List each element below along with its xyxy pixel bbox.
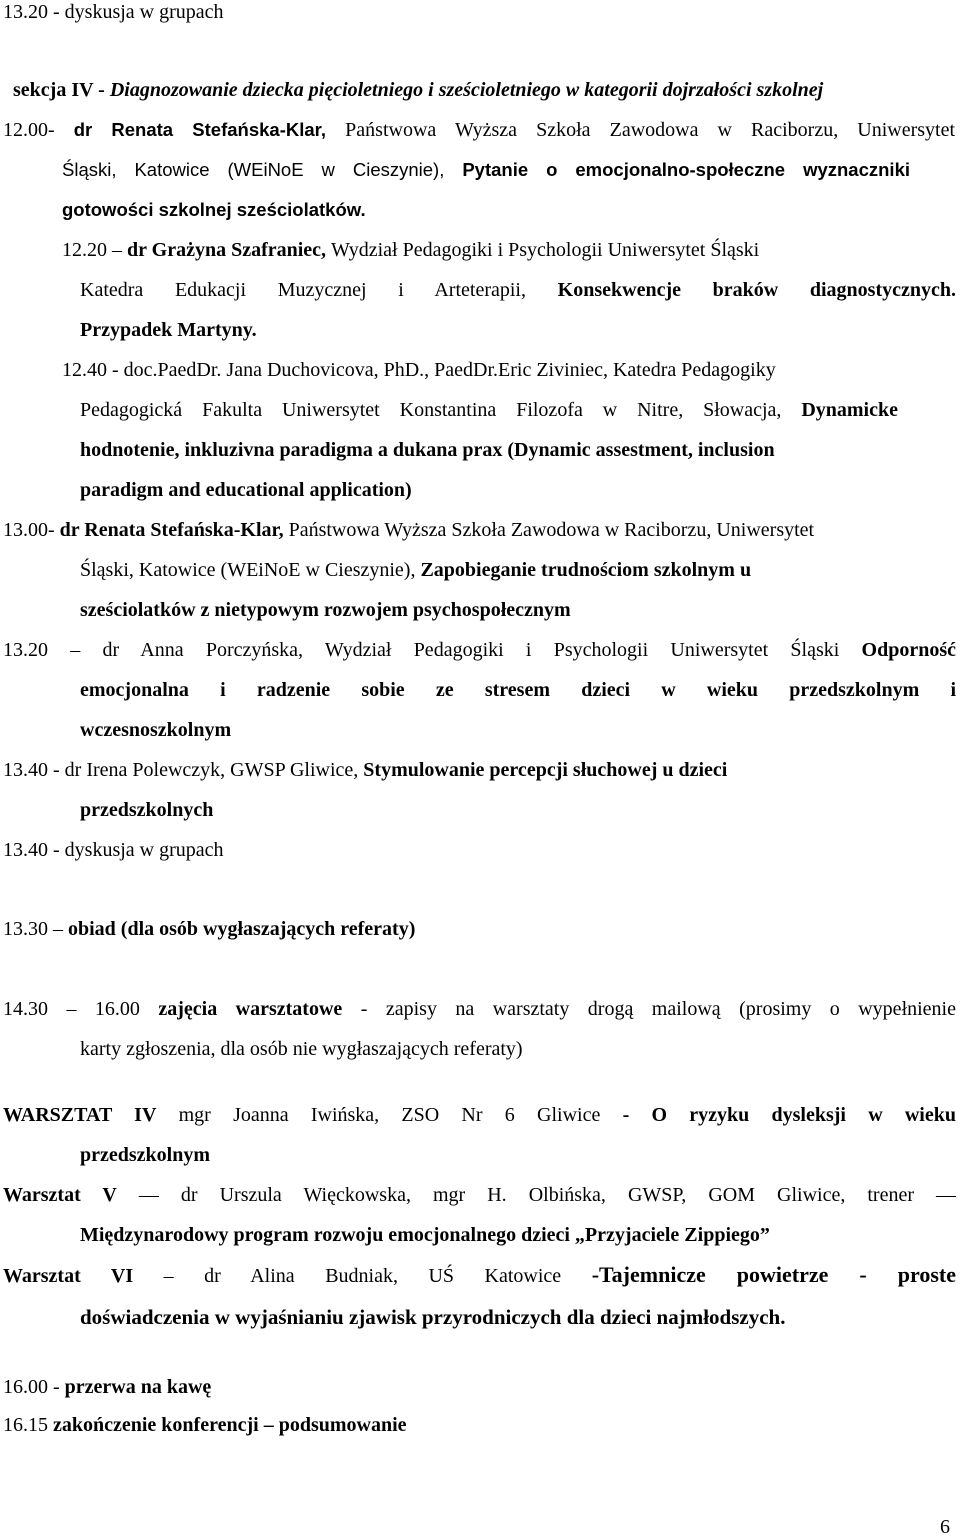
schedule-line: 13.20 - dyskusja w grupach [3, 1, 224, 23]
schedule-line: 13.00- dr Renata Stefańska-Klar, Państwowa Wyższa Szkoła Zawodowa w Raciborzu, Uniwersytet [3, 519, 815, 541]
page-number: 6 [940, 1516, 950, 1538]
schedule-line: Śląski, Katowice (WEiNoE w Cieszynie), Pytanie o emocjonalno-społeczne wyznaczniki [62, 159, 910, 180]
talk-title: paradigm and educational application) [80, 479, 412, 501]
schedule-line: 13.30 – obiad (dla osób wygłaszających referaty) [3, 918, 416, 940]
talk-title: emocjonalna i radzenie sobie ze stresem dzieci w wieku przedszkolnym i [80, 679, 956, 701]
talk-title: przedszkolnych [80, 799, 214, 821]
workshop-line: Warsztat VI – dr Alina Budniak, UŚ Katowice -Tajemnicze powietrze - proste [3, 1262, 956, 1287]
talk-title: sześciolatków z nietypowym rozwojem psychospołecznym [80, 599, 571, 621]
talk-title: Międzynarodowy program rozwoju emocjonalnego dzieci „Przyjaciele Zippiego” [80, 1224, 770, 1246]
schedule-line: 13.20 – dr Anna Porczyńska, Wydział Pedagogiki i Psychologii Uniwersytet Śląski Odporność [3, 639, 956, 661]
talk-title: doświadczenia w wyjaśnianiu zjawisk przyrodniczych dla dzieci najmłodszych. [80, 1305, 786, 1329]
workshop-line: Warsztat V — dr Urszula Więckowska, mgr H. Olbińska, GWSP, GOM Gliwice, trener — [3, 1184, 957, 1206]
schedule-line: 12.40 - doc.PaedDr. Jana Duchovicova, PhD., PaedDr.Eric Ziviniec, Katedra Pedagogiky [62, 359, 776, 381]
talk-title: hodnotenie, inkluzivna paradigma a dukana prax (Dynamic assestment, inclusion [80, 439, 775, 461]
schedule-line: karty zgłoszenia, dla osób nie wygłaszających referaty) [80, 1038, 523, 1060]
schedule-line: Pedagogická Fakulta Uniwersytet Konstantina Filozofa w Nitre, Słowacja, Dynamicke [80, 399, 898, 421]
talk-title: gotowości szkolnej sześciolatków. [62, 199, 366, 220]
workshop-line: WARSZTAT IV mgr Joanna Iwińska, ZSO Nr 6 Gliwice - O ryzyku dysleksji w wieku [3, 1104, 956, 1126]
schedule-line: 12.20 – dr Grażyna Szafraniec, Wydział Pedagogiki i Psychologii Uniwersytet Śląski [62, 239, 760, 261]
schedule-line: 13.40 - dr Irena Polewczyk, GWSP Gliwice, Stymulowanie percepcji słuchowej u dzieci [3, 759, 728, 781]
schedule-line: Śląski, Katowice (WEiNoE w Cieszynie), Zapobieganie trudnościom szkolnym u [80, 559, 752, 581]
schedule-line: 14.30 – 16.00 zajęcia warsztatowe - zapisy na warsztaty drogą mailową (prosimy o wypełnienie [3, 998, 956, 1020]
schedule-line: 16.00 - przerwa na kawę [3, 1376, 212, 1398]
schedule-line: 16.15 zakończenie konferencji – podsumowanie [3, 1414, 407, 1436]
schedule-line: 13.40 - dyskusja w grupach [3, 839, 224, 861]
section-heading: sekcja IV - Diagnozowanie dziecka pięcioletniego i sześcioletniego w kategorii dojrzałości szkolnej [13, 79, 824, 101]
schedule-line: 12.00- dr Renata Stefańska-Klar, Państwowa Wyższa Szkoła Zawodowa w Raciborzu, Uniwersytet [3, 119, 955, 141]
talk-title: wczesnoszkolnym [80, 719, 232, 741]
talk-title: przedszkolnym [80, 1144, 210, 1166]
talk-title: Przypadek Martyny. [80, 319, 257, 341]
schedule-line: Katedra Edukacji Muzycznej i Arteterapii, Konsekwencje braków diagnostycznych. [80, 279, 957, 301]
